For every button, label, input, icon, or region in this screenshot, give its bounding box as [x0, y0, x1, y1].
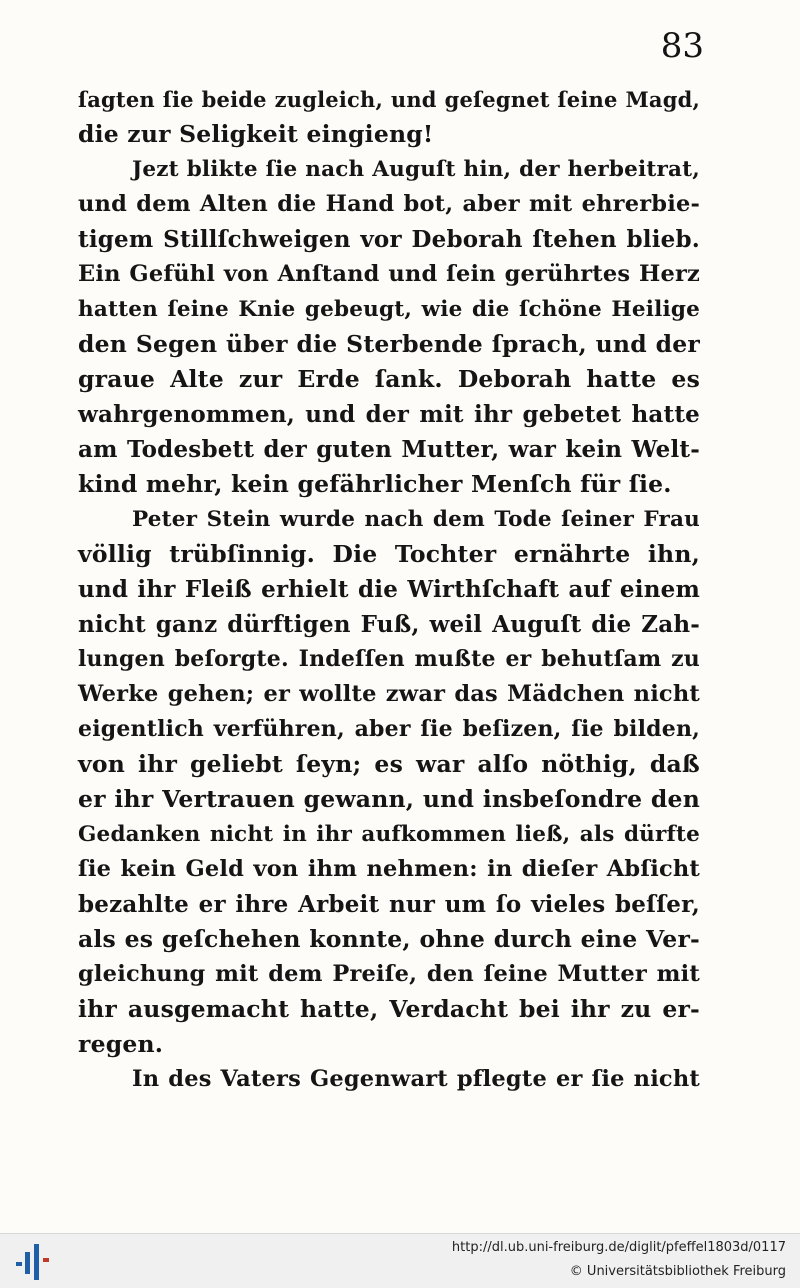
text-line: Ein Gefühl von Anſtand und ſein gerührtes Herz — [78, 261, 700, 287]
viewer-footer — [0, 1233, 800, 1288]
body-text — [78, 82, 700, 1097]
text-line: bezahlte er ihre Arbeit nur um ſo vieles beſſer, — [78, 891, 700, 918]
text-line: lungen beſorgte. Indeſſen mußte er behutſam zu — [78, 646, 700, 672]
text-line: und ihr Fleiß erhielt die Wirthſchaft auf einem — [78, 576, 700, 603]
text-line: Gedanken nicht in ihr aufkommen ließ, als dürfte — [78, 822, 700, 847]
text-line: tigem Stillſchweigen vor Deborah ſtehen blieb. — [78, 226, 700, 253]
text-line: völlig trübſinnig. Die Tochter ernährte ihn, — [78, 540, 700, 568]
text-line: Jezt blikte ſie nach Auguſt hin, der herbeitrat, — [132, 157, 700, 182]
source-url[interactable]: http://dl.ub.uni-freiburg.de/diglit/pfeffel1803d/0117 — [451, 1240, 786, 1255]
text-line: regen. — [78, 1030, 164, 1058]
text-line: graue Alte zur Erde ſank. Deborah hatte es — [78, 365, 700, 393]
ub-freiburg-logo-icon — [14, 1242, 54, 1282]
text-line: Werke gehen; er wollte zwar das Mädchen nicht — [78, 681, 700, 707]
text-line: In des Vaters Gegenwart pflegte er ſie nicht — [132, 1066, 700, 1092]
text-line: den Segen über die Sterbende ſprach, und der — [78, 330, 700, 358]
text-line: kind mehr, kein gefährlicher Menſch für ſie. — [78, 470, 672, 498]
text-line: gleichung mit dem Preiſe, den ſeine Mutter mit — [78, 961, 700, 987]
text-line: und dem Alten die Hand bot, aber mit ehrerbie- — [78, 191, 700, 217]
text-line: hatten ſeine Knie gebeugt, wie die ſchöne Heilige — [78, 297, 700, 322]
page-number: 83 — [660, 26, 704, 66]
text-line: wahrgenommen, und der mit ihr gebetet hatte — [78, 401, 700, 428]
text-line: am Todesbett der guten Mutter, war kein Welt- — [78, 436, 700, 463]
text-line: als es geſchehen konnte, ohne durch eine Ver- — [78, 925, 700, 953]
text-line: nicht ganz dürftigen Fuß, weil Auguſt die Zah- — [78, 611, 700, 638]
text-line: eigentlich verführen, aber ſie beſizen, ſie bilden, — [78, 716, 700, 742]
text-line: von ihr geliebt ſeyn; es war alſo nöthig, daß — [78, 750, 700, 778]
text-line: ihr ausgemacht hatte, Verdacht bei ihr zu er- — [78, 995, 700, 1023]
text-line: ſagten ſie beide zugleich, und geſegnet ſeine Magd, — [78, 87, 700, 112]
text-line: er ihr Vertrauen gewann, und insbeſondre den — [78, 785, 700, 813]
text-line: Peter Stein wurde nach dem Tode ſeiner Frau — [132, 507, 700, 532]
text-line: die zur Seligkeit eingieng! — [78, 120, 434, 148]
copyright-notice: © Universitätsbibliothek Freiburg — [569, 1264, 786, 1279]
text-line: ſie kein Geld von ihm nehmen: in dieſer Abſicht — [78, 856, 700, 882]
